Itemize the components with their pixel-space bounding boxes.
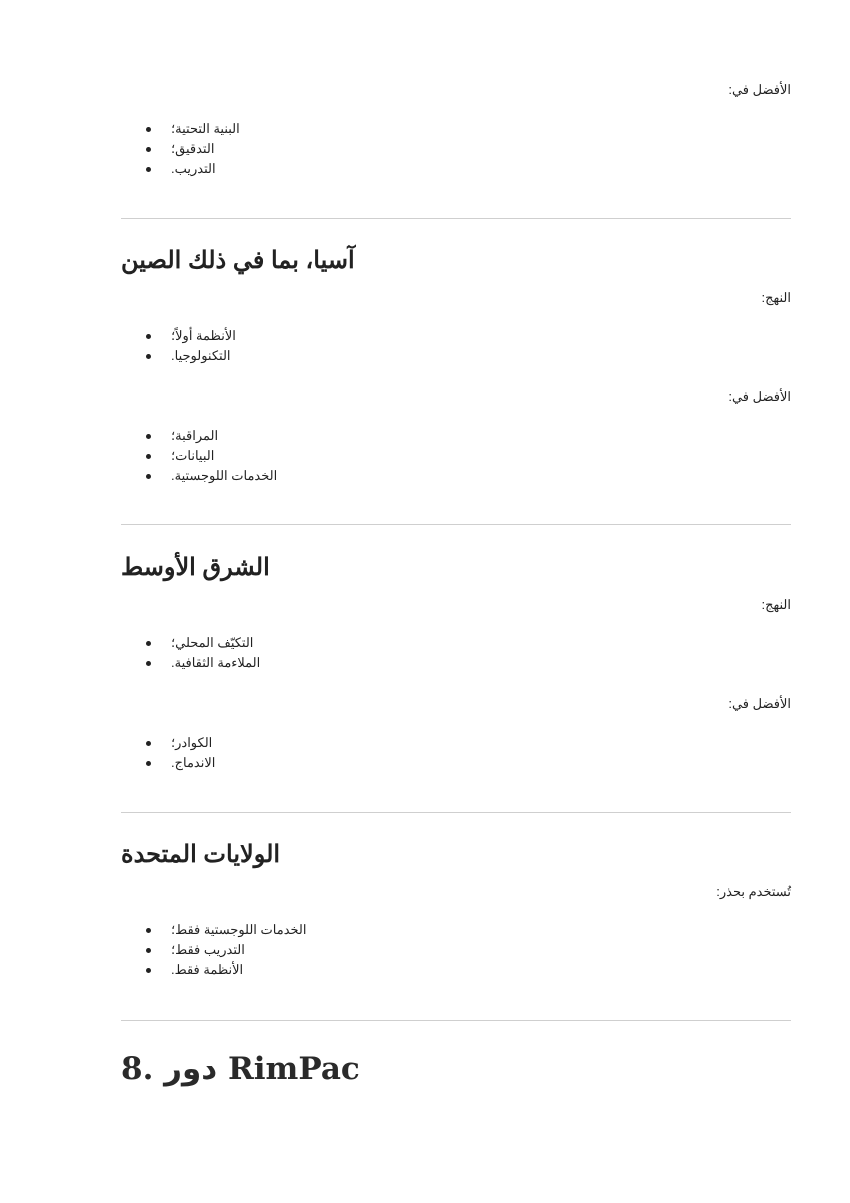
bullet-icon	[146, 167, 151, 172]
bullet-icon	[146, 761, 151, 766]
section-heading-middle-east: الشرق الأوسط	[121, 554, 270, 581]
bullet-icon	[146, 434, 151, 439]
section-number: 8.	[121, 1051, 154, 1087]
best-at-label: الأفضل في:	[728, 82, 791, 97]
section-divider	[121, 812, 791, 813]
section-divider	[121, 218, 791, 219]
list-item: البنية التحتية؛	[121, 119, 421, 139]
list-item: التدريب فقط؛	[121, 940, 421, 960]
bullet-icon	[146, 948, 151, 953]
bullet-icon	[146, 474, 151, 479]
bullet-icon	[146, 741, 151, 746]
list-item: الأنظمة فقط.	[121, 960, 421, 980]
best-at-label: الأفضل في:	[728, 389, 791, 404]
list-item: الاندماج.	[121, 753, 421, 773]
list-item: التدريب.	[121, 159, 421, 179]
list-item: البيانات؛	[121, 446, 421, 466]
section-heading-asia: آسيا، بما في ذلك الصين	[121, 247, 355, 274]
bullet-icon	[146, 968, 151, 973]
best-at-list	[121, 733, 421, 773]
list-item: الخدمات اللوجستية فقط؛	[121, 920, 421, 940]
caution-label: تُستخدم بحذر:	[716, 884, 791, 899]
bullet-icon	[146, 127, 151, 132]
section-heading-rimpac-role	[121, 1049, 360, 1089]
bullet-icon	[146, 928, 151, 933]
approach-label: النهج:	[761, 290, 791, 305]
section-heading-word: دور	[164, 1051, 218, 1087]
approach-list	[121, 633, 421, 673]
best-at-list	[121, 119, 421, 179]
section-divider	[121, 1020, 791, 1021]
list-item: التكنولوجيا.	[121, 346, 421, 366]
list-item: المراقبة؛	[121, 426, 421, 446]
list-item: الملاءمة الثقافية.	[121, 653, 421, 673]
caution-list	[121, 920, 421, 980]
bullet-icon	[146, 334, 151, 339]
section-divider	[121, 524, 791, 525]
list-item: الأنظمة أولاً؛	[121, 326, 421, 346]
list-item: الكوادر؛	[121, 733, 421, 753]
list-item: التكيّف المحلي؛	[121, 633, 421, 653]
bullet-icon	[146, 354, 151, 359]
list-item: التدقيق؛	[121, 139, 421, 159]
bullet-icon	[146, 661, 151, 666]
bullet-icon	[146, 454, 151, 459]
list-item: الخدمات اللوجستية.	[121, 466, 421, 486]
best-at-label: الأفضل في:	[728, 696, 791, 711]
bullet-icon	[146, 641, 151, 646]
approach-label: النهج:	[761, 597, 791, 612]
section-heading-united-states: الولايات المتحدة	[121, 841, 281, 868]
best-at-list	[121, 426, 421, 486]
section-heading-name: RimPac	[228, 1051, 360, 1087]
bullet-icon	[146, 147, 151, 152]
approach-list	[121, 326, 421, 366]
